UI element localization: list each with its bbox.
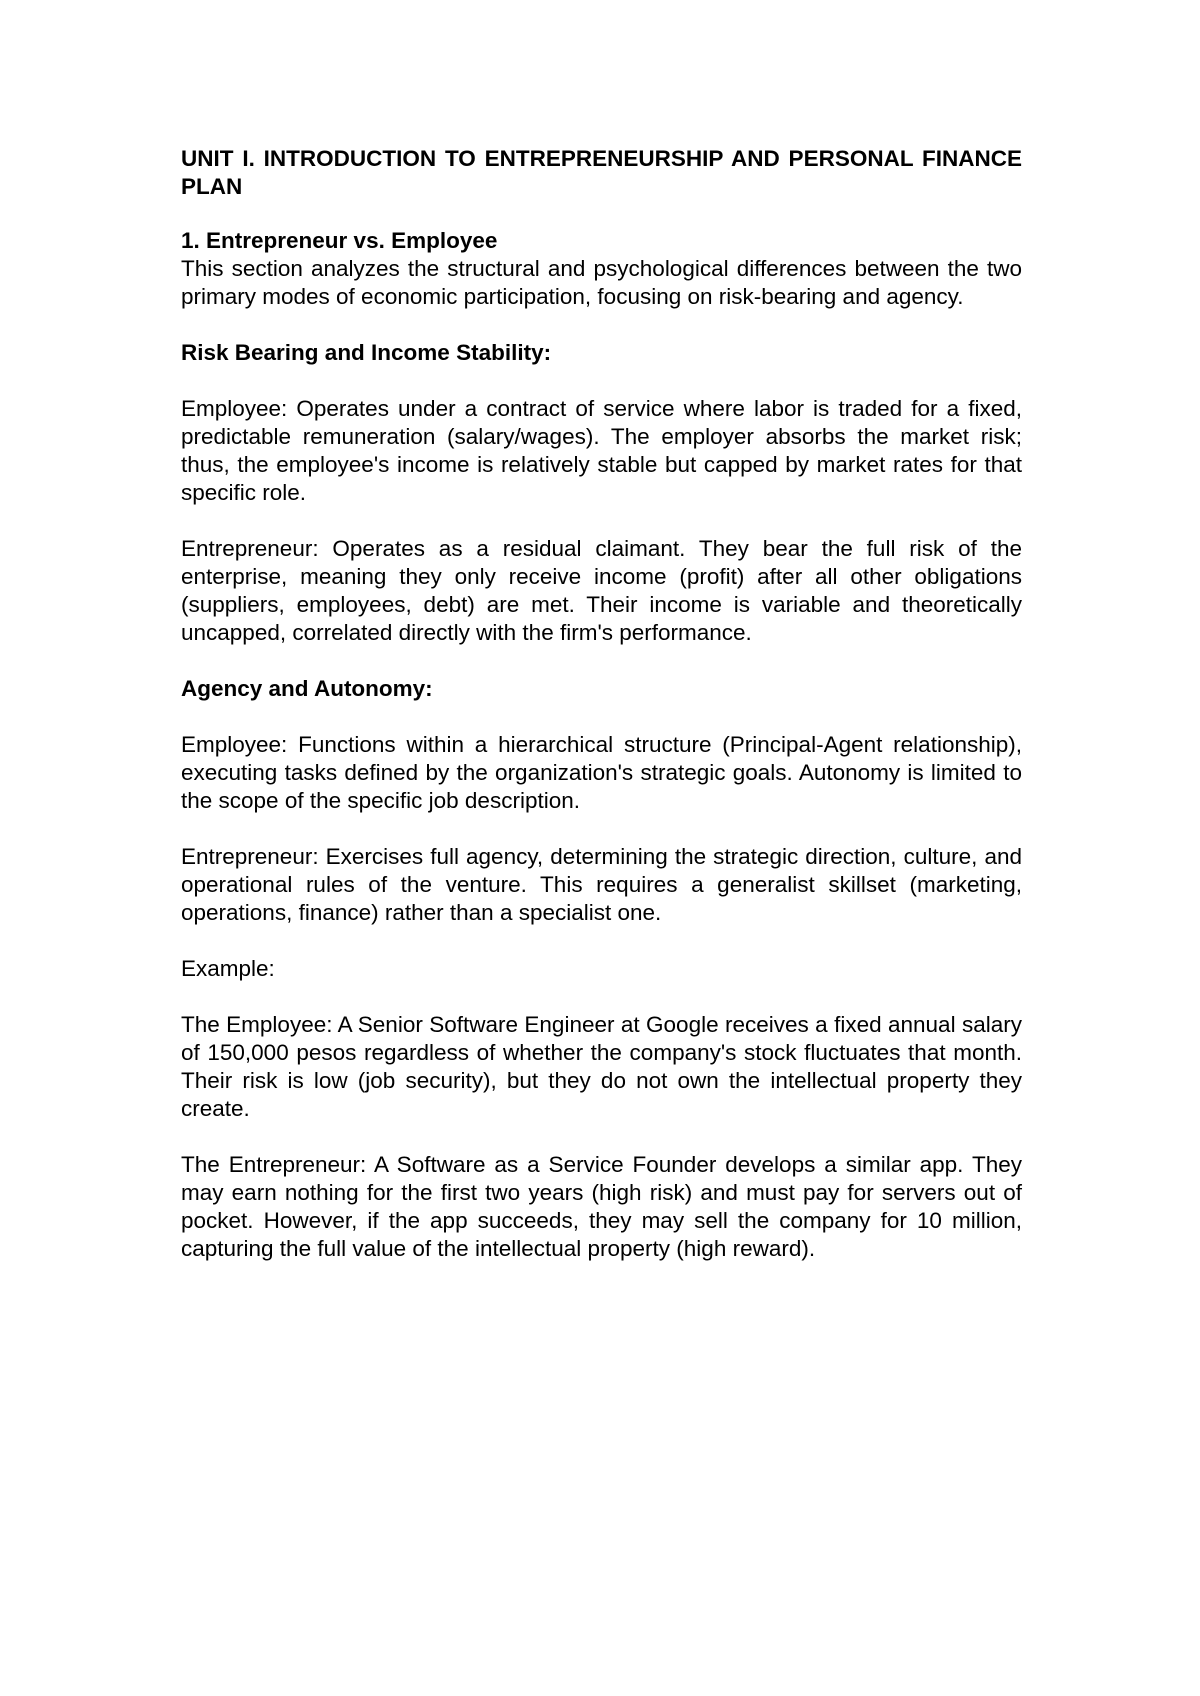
section-heading-entrepreneur-vs-employee: 1. Entrepreneur vs. Employee xyxy=(181,228,498,253)
example-employee-paragraph: The Employee: A Senior Software Engineer at Google receives a fixed annual salary of 150,000 pesos regardless of whether the company's stock fluctuates that month. Their risk is low (job security), but they do not own the intellectual property they create. xyxy=(181,1012,1022,1121)
risk-entrepreneur-paragraph: Entrepreneur: Operates as a residual claimant. They bear the full risk of the enterprise, meaning they only receive income (profit) after all other obligations (suppliers, employees, debt) are met. Their income is variable and theoretically uncapped, correlated directly with the firm's performance. xyxy=(181,536,1022,645)
example-entrepreneur-paragraph: The Entrepreneur: A Software as a Service Founder develops a similar app. They may earn nothing for the first two years (high risk) and must pay for servers out of pocket. However, if the app succeeds, they may sell the company for 10 million, capturing the full value of the intellectual property (high reward). xyxy=(181,1152,1022,1261)
agency-employee-paragraph: Employee: Functions within a hierarchical structure (Principal-Agent relationship), executing tasks defined by the organization's strategic goals. Autonomy is limited to the scope of the specific job description. xyxy=(181,732,1022,813)
agency-entrepreneur-paragraph: Entrepreneur: Exercises full agency, determining the strategic direction, culture, and operational rules of the venture. This requires a generalist skillset (marketing, operations, finance) rather than a specialist one. xyxy=(181,844,1022,925)
subheading-risk-bearing: Risk Bearing and Income Stability: xyxy=(181,340,552,365)
section-intro-paragraph: This section analyzes the structural and psychological differences between the two primary modes of economic participation, focusing on risk-bearing and agency. xyxy=(181,256,1022,309)
risk-employee-paragraph: Employee: Operates under a contract of service where labor is traded for a fixed, predictable remuneration (salary/wages). The employer absorbs the market risk; thus, the employee's income is relatively stable but capped by market rates for that specific role. xyxy=(181,396,1022,505)
subheading-agency-autonomy: Agency and Autonomy: xyxy=(181,676,433,701)
example-label: Example: xyxy=(181,956,275,981)
unit-title: UNIT I. INTRODUCTION TO ENTREPRENEURSHIP AND PERSONAL FINANCE PLAN xyxy=(181,146,1022,199)
